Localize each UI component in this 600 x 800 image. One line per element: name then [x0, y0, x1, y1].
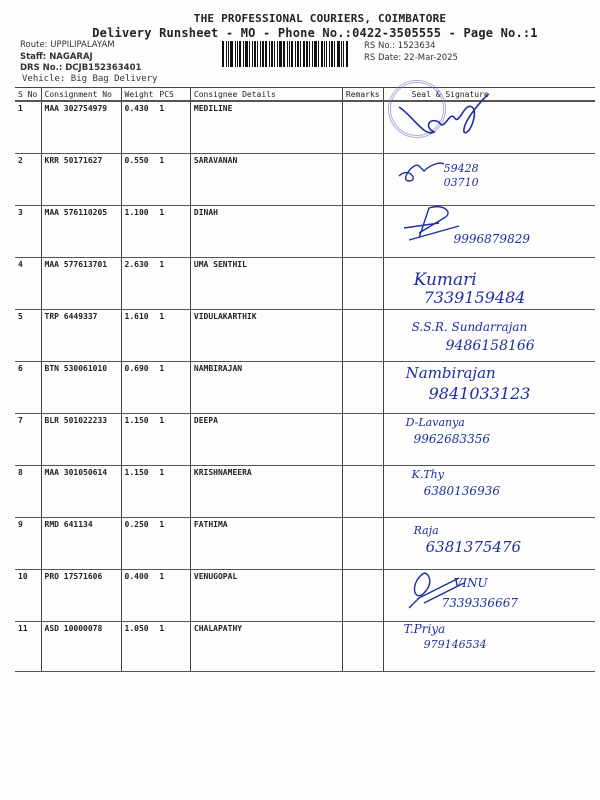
signature-name: Nambirajan [405, 364, 496, 382]
table-row [15, 362, 595, 414]
table-row [15, 414, 595, 466]
cell-remarks [342, 101, 383, 154]
barcode-bar [295, 41, 296, 67]
cell-seal-signature [383, 518, 595, 570]
cell-consignment-no: MAA 302754979 [41, 101, 121, 154]
cell-pcs: 1 [156, 362, 190, 414]
cell-weight: 0.250 [121, 518, 156, 570]
col-seal-signature: Seal & Signature [383, 88, 595, 102]
barcode-bar [331, 41, 333, 67]
barcode-bar [341, 41, 342, 67]
barcode-bar [265, 41, 268, 67]
cell-sno: 8 [15, 466, 41, 518]
signature-phone: 7339159484 [423, 288, 526, 307]
cell-sno: 3 [15, 206, 41, 258]
signature-scribble-icon [394, 92, 494, 142]
company-title: THE PROFESSIONAL COURIERS, COIMBATORE [193, 12, 447, 25]
cell-consignee: UMA SENTHIL [190, 258, 342, 310]
cell-seal-signature [383, 362, 595, 414]
barcode-bar [337, 41, 340, 67]
barcode-bar [283, 41, 285, 67]
cell-remarks [342, 258, 383, 310]
signature-phone: 9486158166 [445, 338, 535, 354]
cell-pcs: 1 [156, 570, 190, 622]
col-sno: S No [15, 88, 41, 102]
barcode-bar [243, 41, 244, 67]
barcode-bar [343, 41, 344, 67]
signature-phone: 979146534 [423, 638, 487, 651]
table-row [15, 154, 595, 206]
cell-pcs: 1 [156, 518, 190, 570]
cell-consignee: VIDULAKARTHIK [190, 310, 342, 362]
signature-scribble-icon [399, 568, 469, 613]
barcode-bar [334, 41, 335, 67]
cell-consignment-no: ASD 10000078 [41, 622, 121, 672]
cell-remarks [342, 206, 383, 258]
table-row [15, 622, 595, 672]
barcode-bar [228, 41, 229, 67]
barcode-bar [226, 41, 227, 67]
barcode-bar [324, 41, 325, 67]
signature-name: 59428 [443, 162, 479, 175]
cell-seal-signature [383, 101, 595, 154]
cell-consignment-no: TRP 6449337 [41, 310, 121, 362]
signature-phone: 7339336667 [441, 596, 518, 610]
barcode-bar [291, 41, 293, 67]
signature-name: D-Lavanya [405, 416, 465, 429]
col-weight: Weight [121, 88, 156, 102]
runsheet-subtitle: Delivery Runsheet - MO - Phone No.:0422-3505555 - Page No.:1 [92, 26, 538, 40]
cell-sno: 6 [15, 362, 41, 414]
cell-weight: 1.610 [121, 310, 156, 362]
cell-sno: 11 [15, 622, 41, 672]
barcode-bar [318, 41, 319, 67]
cell-consignee: DEEPA [190, 414, 342, 466]
cell-consignee: DINAH [190, 206, 342, 258]
cell-seal-signature [383, 206, 595, 258]
barcode-bar [257, 41, 258, 67]
route-value: UPPILIPALAYAM [50, 40, 115, 50]
signature-scribble-icon [399, 198, 469, 243]
cell-remarks [342, 154, 383, 206]
cell-seal-signature [383, 310, 595, 362]
barcode-bar [314, 41, 317, 67]
signature-phone: 6380136936 [423, 484, 500, 498]
barcode-bar [303, 41, 305, 67]
cell-sno: 9 [15, 518, 41, 570]
rs-no-value: 1523634 [397, 41, 436, 51]
cell-sno: 2 [15, 154, 41, 206]
signature-phone: 9962683356 [413, 432, 490, 446]
cell-consignee: FATHIMA [190, 518, 342, 570]
cell-weight: 0.400 [121, 570, 156, 622]
col-consignment-no: Consignment No [41, 88, 121, 102]
barcode-bar [329, 41, 331, 67]
drs-value: DCJB152363401 [65, 63, 142, 73]
cell-seal-signature [383, 258, 595, 310]
signature-phone: 9996879829 [453, 232, 530, 246]
cell-weight: 1.050 [121, 622, 156, 672]
cell-seal-signature [383, 570, 595, 622]
barcode-bar [326, 41, 327, 67]
cell-consignee: KRISHNAMEERA [190, 466, 342, 518]
col-pcs: PCS [156, 88, 190, 102]
signature-name: T.Priya [403, 622, 446, 636]
cell-consignee: MEDILINE [190, 101, 342, 154]
barcode-bar [289, 41, 290, 67]
signature-phone: 6381375476 [425, 538, 522, 556]
cell-weight: 1.100 [121, 206, 156, 258]
signature-name: VINU [453, 576, 488, 590]
cell-consignee: SARAVANAN [190, 154, 342, 206]
cell-pcs: 1 [156, 258, 190, 310]
cell-pcs: 1 [156, 154, 190, 206]
staff-value: NAGARAJ [49, 52, 93, 62]
cell-consignment-no: BTN 530061010 [41, 362, 121, 414]
barcode-bar [346, 41, 348, 67]
cell-consignee: VENUGOPAL [190, 570, 342, 622]
cell-consignee: CHALAPATHY [190, 622, 342, 672]
barcode-bar [245, 41, 248, 67]
barcode-bar [309, 41, 310, 67]
route-label: Route: [20, 40, 48, 50]
barcode-bar [321, 41, 323, 67]
table-row [15, 206, 595, 258]
col-consignee-details: Consignee Details [190, 88, 342, 102]
cell-consignment-no: MAA 301050614 [41, 466, 121, 518]
barcode-bar [237, 41, 239, 67]
cell-consignment-no: PRO 17571606 [41, 570, 121, 622]
cell-remarks [342, 518, 383, 570]
barcode-icon [222, 41, 349, 67]
cell-remarks [342, 466, 383, 518]
cell-pcs: 1 [156, 206, 190, 258]
cell-consignment-no: BLR 501022233 [41, 414, 121, 466]
table-row [15, 101, 595, 154]
barcode-bar [300, 41, 301, 67]
barcode-bar [230, 41, 233, 67]
barcode-bar [287, 41, 288, 67]
cell-consignment-no: MAA 577613701 [41, 258, 121, 310]
barcode-bar [279, 41, 282, 67]
drs-label: DRS No.: [20, 63, 63, 73]
rs-no-field [364, 41, 436, 51]
cell-seal-signature [383, 466, 595, 518]
cell-weight: 1.150 [121, 466, 156, 518]
cell-remarks [342, 414, 383, 466]
cell-weight: 1.150 [121, 414, 156, 466]
signature-phone: 03710 [443, 176, 479, 189]
cell-sno: 5 [15, 310, 41, 362]
barcode-bar [222, 41, 224, 67]
cell-sno: 4 [15, 258, 41, 310]
table-header-row [15, 88, 595, 102]
rs-date-label: RS Date: [364, 53, 402, 63]
cell-pcs: 1 [156, 101, 190, 154]
signature-name: S.S.R. Sundarrajan [411, 320, 528, 334]
table-row [15, 258, 595, 310]
runsheet-table [15, 87, 595, 672]
table-row [15, 518, 595, 570]
cell-pcs: 1 [156, 310, 190, 362]
barcode-bar [254, 41, 256, 67]
barcode-bar [306, 41, 308, 67]
cell-consignment-no: MAA 576110205 [41, 206, 121, 258]
cell-pcs: 1 [156, 466, 190, 518]
table-row [15, 310, 595, 362]
cell-seal-signature [383, 414, 595, 466]
cell-pcs: 1 [156, 414, 190, 466]
drs-field [20, 63, 141, 73]
cell-weight: 0.430 [121, 101, 156, 154]
cell-weight: 0.550 [121, 154, 156, 206]
cell-remarks [342, 570, 383, 622]
barcode-bar [274, 41, 275, 67]
cell-pcs: 1 [156, 622, 190, 672]
vehicle-field [22, 74, 157, 84]
cell-remarks [342, 310, 383, 362]
barcode-bar [262, 41, 264, 67]
barcode-bar [260, 41, 261, 67]
barcode-bar [297, 41, 300, 67]
cell-remarks [342, 362, 383, 414]
cell-seal-signature [383, 622, 595, 672]
staff-field [20, 52, 93, 62]
cell-weight: 2.630 [121, 258, 156, 310]
rs-date-field [364, 53, 458, 63]
table-row [15, 466, 595, 518]
signature-scribble-icon [394, 156, 449, 186]
signature-name: Raja [413, 524, 439, 537]
cell-sno: 1 [15, 101, 41, 154]
barcode-bar [269, 41, 270, 67]
vehicle-value: Big Bag Delivery [70, 74, 158, 84]
cell-consignment-no: KRR 50171627 [41, 154, 121, 206]
cell-remarks [342, 622, 383, 672]
vehicle-label: Vehicle: [22, 74, 66, 84]
signature-phone: 9841033123 [428, 384, 531, 403]
route-field [20, 40, 115, 50]
barcode-bar [271, 41, 273, 67]
cell-consignee: NAMBIRAJAN [190, 362, 342, 414]
rs-no-label: RS No.: [364, 41, 395, 51]
signature-name: K.Thy [411, 468, 444, 481]
cell-sno: 10 [15, 570, 41, 622]
cell-consignment-no: RMD 641134 [41, 518, 121, 570]
barcode-bar [239, 41, 241, 67]
barcode-bar [249, 41, 250, 67]
cell-weight: 0.690 [121, 362, 156, 414]
barcode-bar [252, 41, 253, 67]
cell-sno: 7 [15, 414, 41, 466]
col-remarks: Remarks [342, 88, 383, 102]
barcode-bar [235, 41, 236, 67]
table-row [15, 570, 595, 622]
rs-date-value: 22-Mar-2025 [403, 53, 458, 63]
staff-label: Staff: [20, 52, 47, 62]
barcode-bar [277, 41, 278, 67]
barcode-bar [312, 41, 313, 67]
signature-name: Kumari [413, 270, 477, 290]
